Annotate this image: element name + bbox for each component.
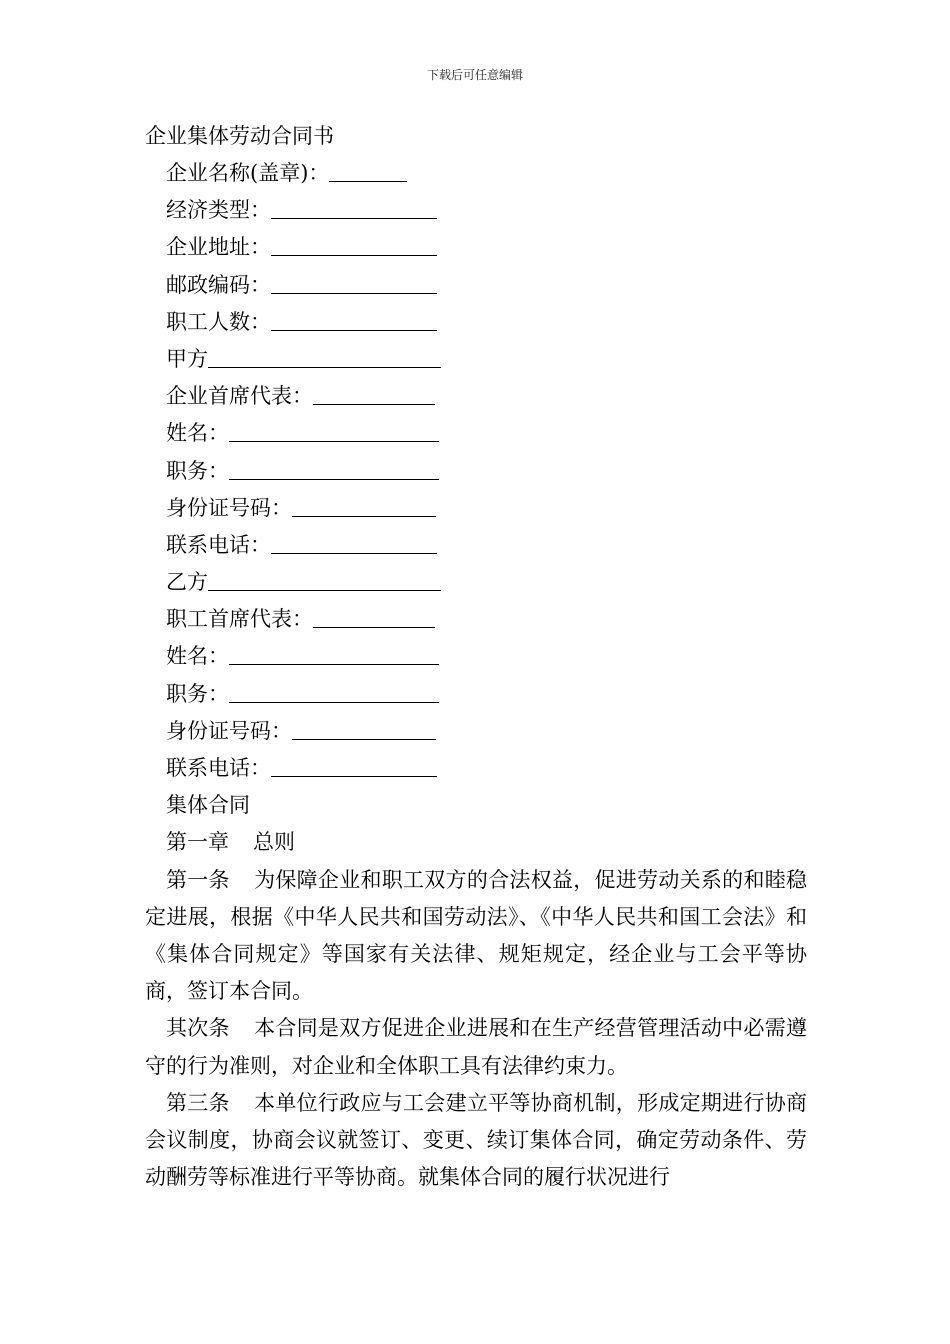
field-a-name — [145, 415, 807, 452]
field-a-position — [145, 453, 807, 490]
field-label: 身份证号码： — [166, 495, 292, 520]
blank-line[interactable] — [229, 644, 439, 665]
chapter-heading — [145, 824, 807, 861]
field-employee-representative — [145, 601, 807, 638]
field-label: 联系电话： — [166, 756, 271, 780]
field-label: 职务： — [166, 681, 229, 706]
field-b-position — [145, 676, 807, 713]
field-b-id-number — [145, 713, 807, 750]
field-label: 姓名： — [166, 421, 229, 446]
field-enterprise-representative — [145, 378, 807, 415]
chapter-number: 第一章 — [166, 830, 229, 855]
blank-line[interactable] — [229, 459, 439, 480]
field-label: 职工人数： — [166, 309, 271, 334]
document-title: 企业集体劳动合同书 — [145, 124, 334, 148]
field-enterprise-name — [145, 155, 807, 192]
field-b-name — [145, 638, 807, 675]
field-label: 经济类型： — [166, 198, 271, 223]
article-text: 本合同是双方促进企业进展和在生产经营管理活动中必需遵守的行为准则，对企业和全体职工具有法律约束力。 — [145, 1016, 807, 1078]
article-2 — [145, 1010, 807, 1084]
blank-line[interactable] — [329, 161, 407, 182]
section-title: 集体合同 — [166, 793, 250, 818]
blank-line[interactable] — [292, 496, 436, 517]
field-party-a — [145, 341, 807, 378]
article-text: 为保障企业和职工双方的合法权益，促进劳动关系的和睦稳定进展，根据《中华人民共和国劳动法》、《中华人民共和国工会法》和《集体合同规定》等国家有关法律、规矩规定，经企业与工会平等协商，签订本合同。 — [145, 867, 807, 1004]
article-text: 本单位行政应与工会建立平等协商机制，形成定期进行协商会议制度，协商会议就签订、变更、续订集体合同，确定劳动条件、劳动酬劳等标准进行平等协商。就集体合同的履行状况进行 — [145, 1090, 807, 1190]
field-label: 企业首席代表： — [166, 384, 313, 409]
blank-line[interactable] — [271, 198, 437, 219]
field-a-id-number — [145, 490, 807, 527]
header-note: 下载后可任意编辑 — [426, 68, 523, 82]
field-label: 联系电话： — [166, 532, 271, 557]
article-number: 第一条 — [166, 867, 230, 892]
blank-line[interactable] — [208, 347, 441, 368]
blank-line[interactable] — [229, 682, 439, 703]
field-economic-type — [145, 192, 807, 229]
document-body — [145, 118, 807, 1196]
blank-line[interactable] — [271, 756, 437, 777]
field-label: 企业地址： — [166, 235, 271, 260]
field-label: 甲方 — [166, 346, 208, 371]
field-a-phone — [145, 527, 807, 564]
blank-line[interactable] — [271, 310, 437, 331]
field-label: 乙方 — [166, 570, 208, 595]
field-enterprise-address — [145, 229, 807, 266]
field-label: 职务： — [166, 458, 229, 483]
field-label: 职工首席代表： — [166, 607, 313, 632]
chapter-name: 总则 — [253, 830, 295, 855]
field-postal-code — [145, 267, 807, 304]
field-label: 企业名称(盖章)： — [166, 161, 330, 185]
field-b-phone — [145, 750, 807, 787]
blank-line[interactable] — [313, 607, 435, 628]
field-label: 姓名： — [166, 644, 229, 669]
article-number: 其次条 — [166, 1016, 230, 1041]
blank-line[interactable] — [313, 384, 435, 405]
article-number: 第三条 — [166, 1090, 230, 1115]
field-party-b — [145, 564, 807, 601]
article-1 — [145, 862, 807, 1011]
field-label: 邮政编码： — [166, 272, 271, 297]
article-3 — [145, 1085, 807, 1197]
blank-line[interactable] — [271, 273, 437, 294]
blank-line[interactable] — [292, 719, 436, 740]
blank-line[interactable] — [271, 235, 437, 256]
blank-line[interactable] — [208, 570, 441, 591]
field-label: 身份证号码： — [166, 718, 292, 743]
field-employee-count — [145, 304, 807, 341]
blank-line[interactable] — [229, 421, 439, 442]
blank-line[interactable] — [271, 533, 437, 554]
